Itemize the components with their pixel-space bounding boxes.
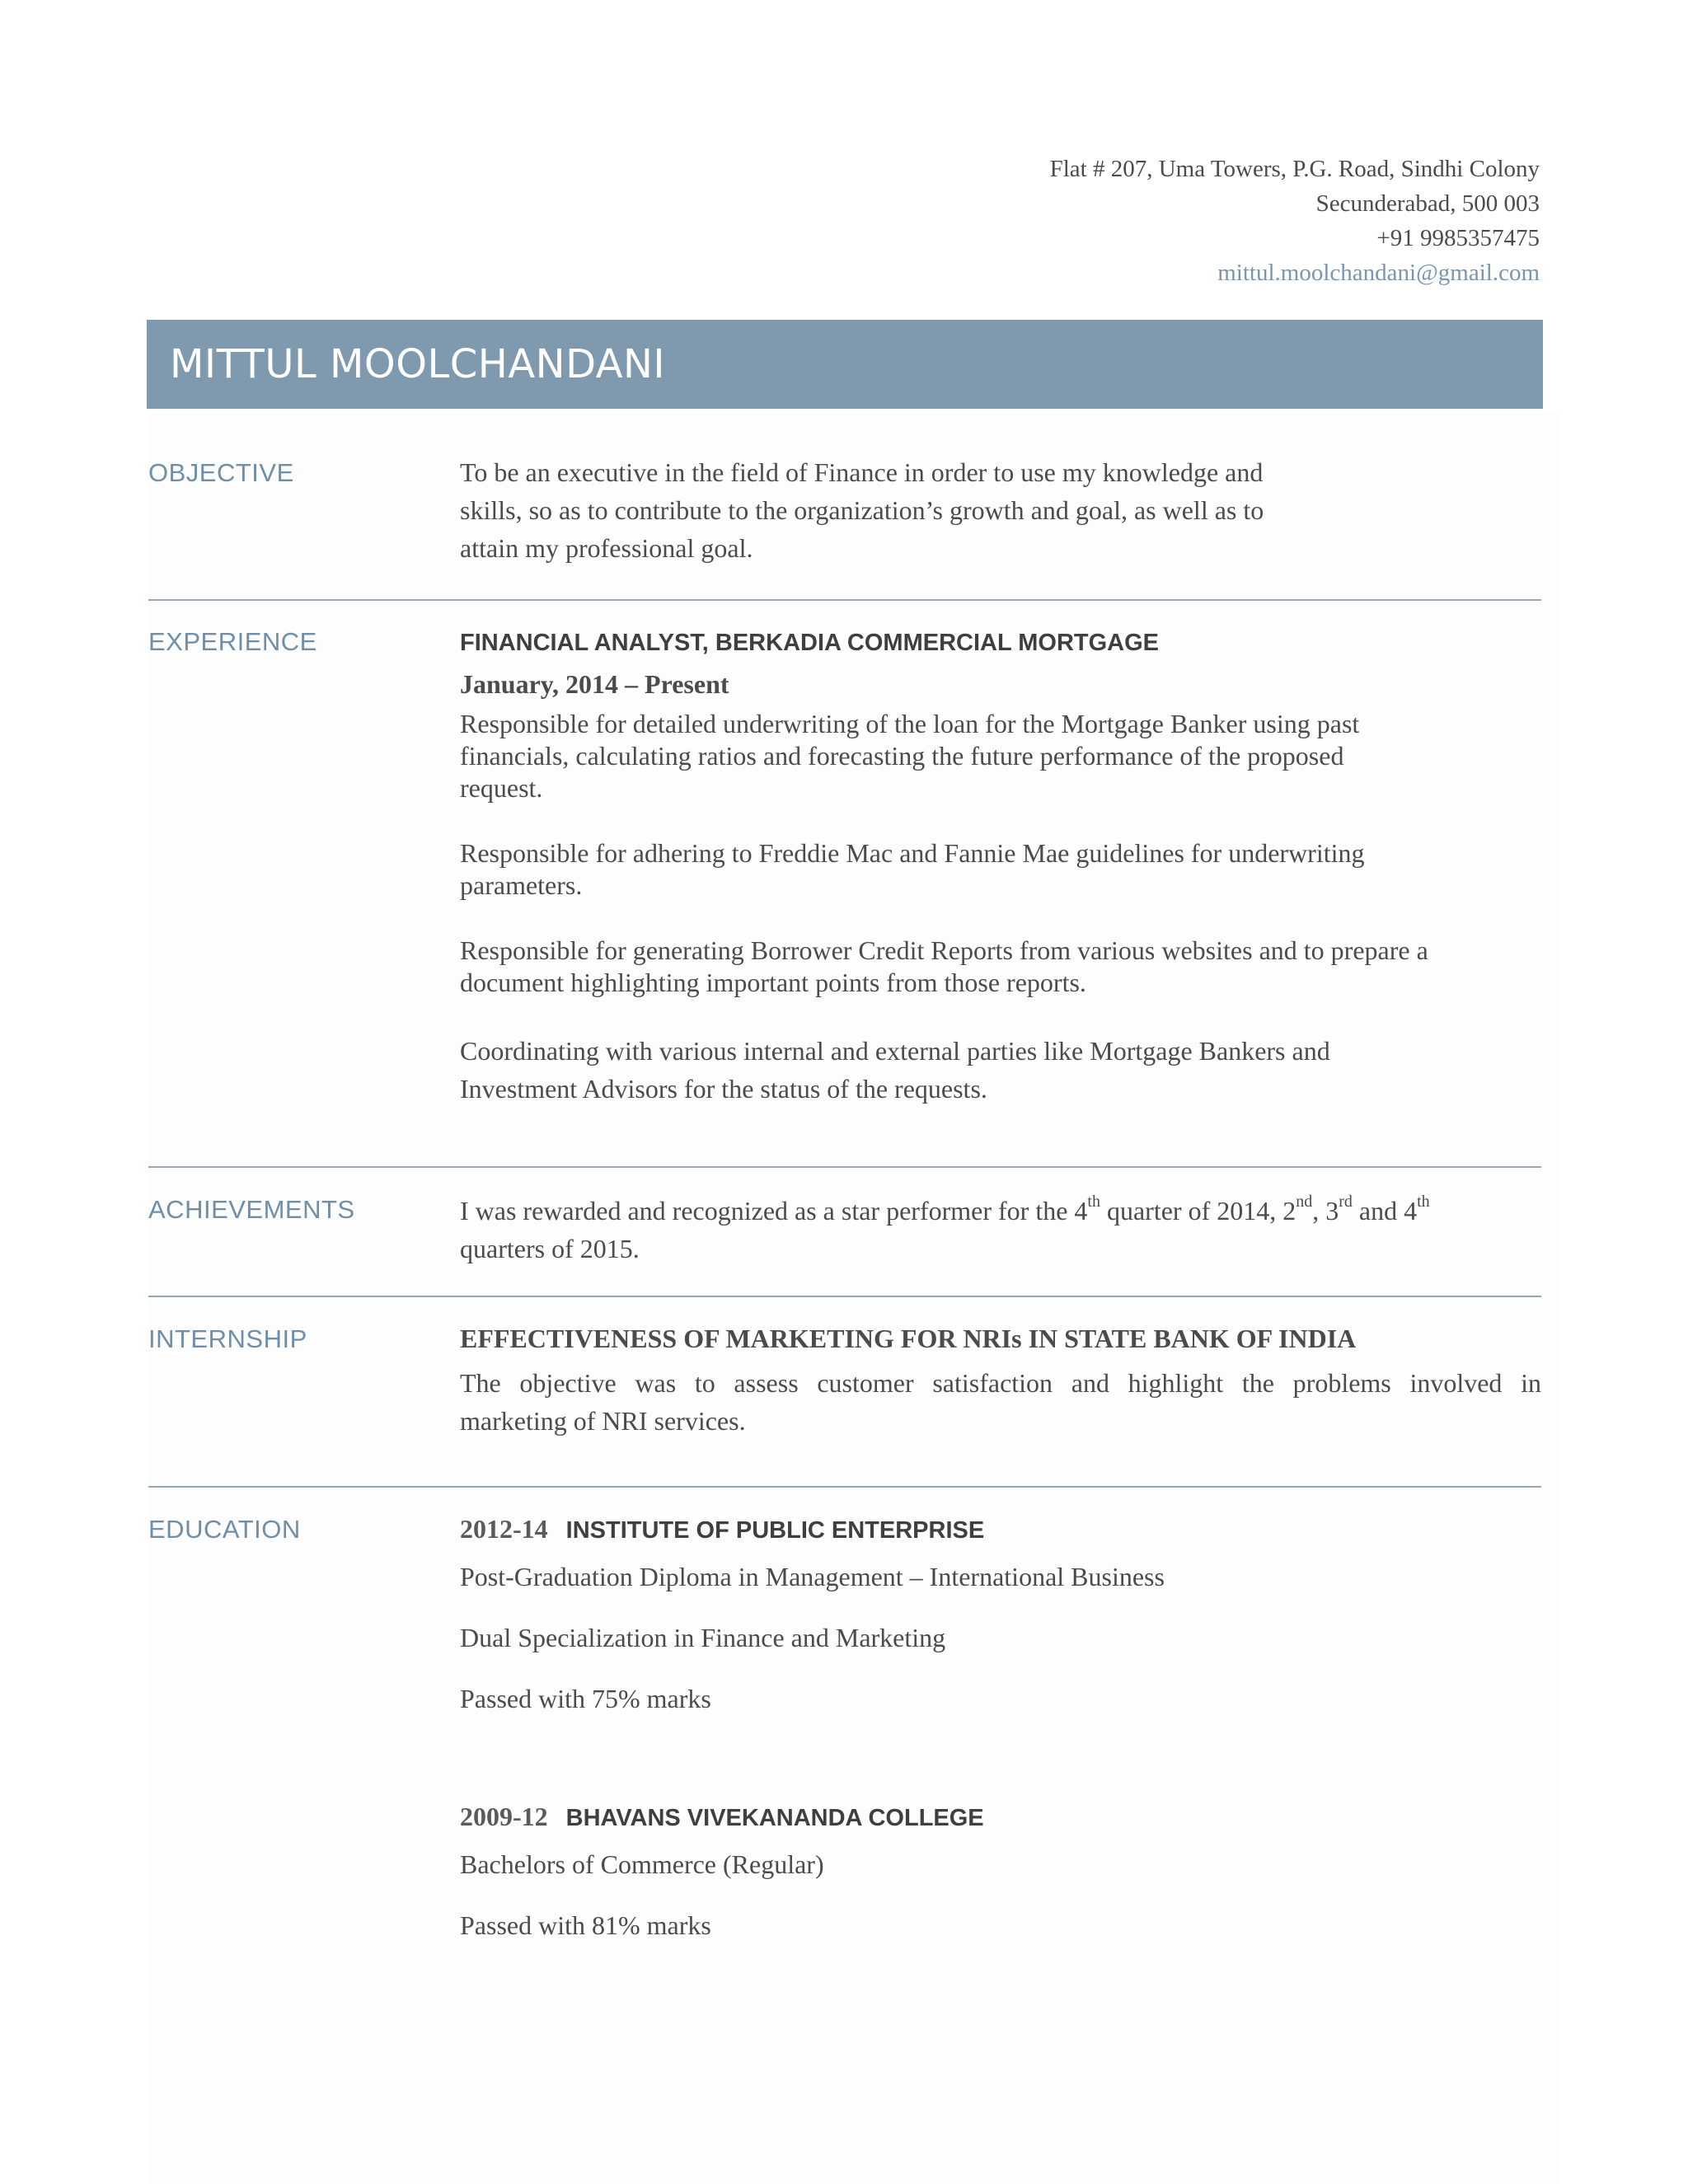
experience-item-line: financials, calculating ratios and forecasting the future performance of the proposed (460, 741, 1344, 771)
internship-title: EFFECTIVENESS OF MARKETING FOR NRIs IN STATE BANK OF INDIA (460, 1324, 1357, 1353)
education-heading (460, 1797, 1541, 1837)
job-title: FINANCIAL ANALYST, BERKADIA COMMERCIAL MORTGAGE (460, 630, 1159, 656)
internship-line-2: marketing of NRI services. (460, 1406, 746, 1436)
ordinal-suffix: th (1087, 1193, 1100, 1212)
achievements-text-part: I was rewarded and recognized as a star performer for the 4 (460, 1196, 1088, 1226)
name-banner (147, 320, 1543, 409)
achievements-line-1 (460, 1192, 1541, 1230)
education-detail: Bachelors of Commerce (Regular) (460, 1849, 824, 1879)
ordinal-suffix: th (1417, 1193, 1430, 1212)
achievements-line-2: quarters of 2015. (460, 1234, 640, 1263)
education-school: BHAVANS VIVEKANANDA COLLEGE (565, 1805, 984, 1831)
address-line-2: Secunderabad, 500 003 (1315, 190, 1540, 217)
education-entry (460, 1797, 1541, 1944)
achievements-text-part: and 4 (1352, 1196, 1418, 1226)
experience-item-line: Responsible for adhering to Freddie Mac and Fannie Mae guidelines for underwriting (460, 838, 1365, 868)
experience-item-line: document highlighting important points from those reports. (460, 968, 1086, 997)
objective-line-2: skills, so as to contribute to the organization’s growth and goal, as well as to (460, 495, 1264, 525)
education-year: 2009-12 (460, 1802, 548, 1831)
candidate-name: MITTUL MOOLCHANDANI (170, 341, 666, 387)
contact-block (1050, 152, 1540, 290)
education-school: INSTITUTE OF PUBLIC ENTERPRISE (565, 1517, 985, 1544)
achievements-text-part: quarter of 2014, 2 (1100, 1196, 1296, 1226)
education-entry (460, 1510, 1541, 1718)
internship-description (460, 1364, 1541, 1440)
phone-number: +91 9985357475 (1376, 225, 1540, 251)
internship-line-1: The objective was to assess customer satisfaction and highlight the problems involved in (460, 1368, 1541, 1398)
ordinal-suffix: nd (1296, 1193, 1313, 1212)
section-divider (148, 1166, 1541, 1168)
experience-item-line: Responsible for detailed underwriting of the loan for the Mortgage Banker using past (460, 709, 1360, 738)
objective-line-3: attain my professional goal. (460, 533, 753, 563)
experience-label: EXPERIENCE (148, 627, 317, 656)
experience-item-line: parameters. (460, 870, 583, 900)
experience-item-line: request. (460, 773, 543, 803)
internship-label: INTERNSHIP (148, 1324, 307, 1353)
internship-body (460, 1319, 1541, 1440)
education-body (460, 1510, 1541, 1944)
experience-body (460, 626, 1541, 1108)
education-detail: Post-Graduation Diploma in Management – International Business (460, 1562, 1165, 1591)
experience-item-line: Investment Advisors for the status of the requests. (460, 1074, 987, 1104)
education-detail: Passed with 75% marks (460, 1684, 711, 1713)
objective-label: OBJECTIVE (148, 458, 294, 487)
experience-item-line: Responsible for generating Borrower Credit Reports from various websites and to prepare a (460, 935, 1428, 965)
section-divider (148, 599, 1541, 601)
education-label: EDUCATION (148, 1515, 301, 1544)
education-year: 2012-14 (460, 1514, 548, 1544)
address-line-1: Flat # 207, Uma Towers, P.G. Road, Sindhi Colony (1049, 156, 1540, 182)
experience-item (460, 837, 1541, 902)
objective-line-1: To be an executive in the field of Finance in order to use my knowledge and (460, 457, 1264, 487)
education-detail: Dual Specialization in Finance and Marketing (460, 1623, 946, 1652)
education-heading (460, 1510, 1541, 1549)
email-link[interactable]: mittul.moolchandani@gmail.com (1217, 260, 1540, 286)
objective-text (460, 453, 1541, 567)
achievements-label: ACHIEVEMENTS (148, 1195, 355, 1224)
achievements-text-part: , 3 (1312, 1196, 1339, 1226)
education-detail: Passed with 81% marks (460, 1910, 711, 1940)
experience-item-line: Coordinating with various internal and external parties like Mortgage Bankers and (460, 1036, 1330, 1066)
ordinal-suffix: rd (1339, 1193, 1353, 1212)
experience-item (460, 935, 1541, 999)
experience-item (460, 708, 1541, 804)
achievements-text (460, 1192, 1541, 1268)
section-divider (148, 1486, 1541, 1488)
job-dates: January, 2014 – Present (460, 669, 729, 699)
section-divider (148, 1296, 1541, 1297)
experience-item (460, 1032, 1541, 1108)
